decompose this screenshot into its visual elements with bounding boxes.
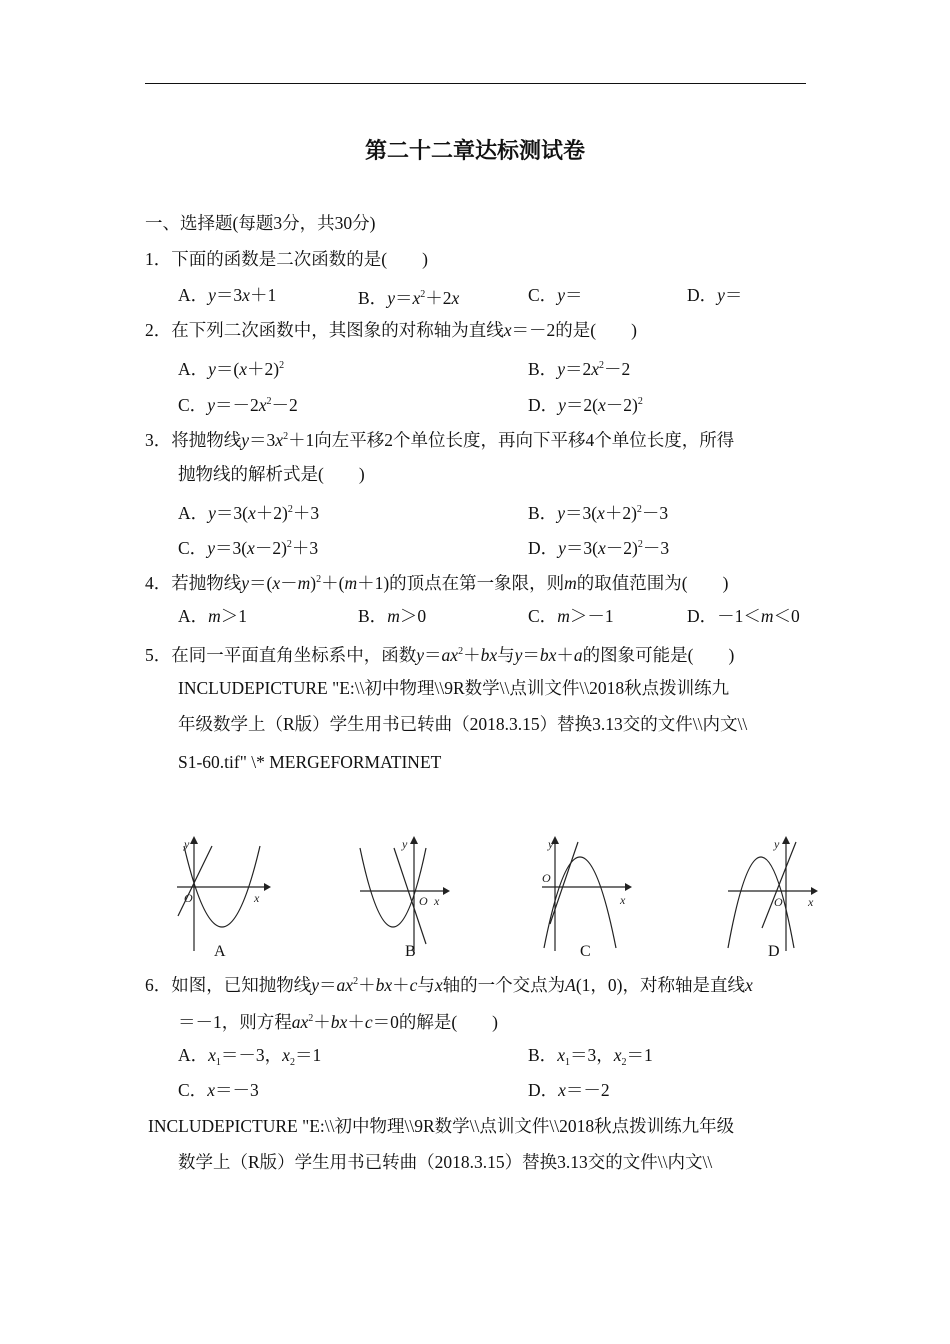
superscript: 2 — [279, 360, 285, 371]
text-run: 6．如图，已知抛物线 — [145, 975, 312, 995]
q4-option-a — [178, 605, 247, 627]
math-variable: m — [760, 606, 774, 626]
text-run: 年级数学上（R版）学生用书已转曲（2018.3.15）替换3.13交的文件\\内文\\ — [178, 714, 748, 734]
math-variable: x — [745, 975, 753, 995]
text-run: ＝－2的是( ) — [511, 320, 637, 340]
text-run: ＝1 — [626, 1045, 653, 1065]
math-variable: c — [409, 975, 418, 995]
math-variable: y — [208, 503, 216, 523]
q4-option-b — [358, 605, 426, 627]
text-run: ＞－1 — [569, 606, 614, 626]
math-variable: y — [208, 285, 216, 305]
subscript: 2 — [621, 1057, 627, 1068]
text-run: B． — [528, 359, 558, 379]
text-run: C． — [178, 538, 208, 558]
text-run: －2) — [605, 395, 638, 415]
graph-label-b: B — [405, 943, 416, 960]
arrow-icons — [782, 836, 818, 895]
text-run: ＝( — [215, 359, 240, 379]
q2-option-a — [178, 355, 284, 380]
math-variable: x — [272, 573, 281, 593]
text-run: ＋ — [556, 645, 574, 665]
superscript: 2 — [316, 574, 322, 585]
q6-option-a — [178, 1044, 321, 1074]
q3-option-b — [528, 499, 668, 524]
math-variable: y — [416, 645, 425, 665]
q4-option-d — [687, 605, 800, 627]
math-variable: x — [503, 320, 512, 340]
math-variable: y — [311, 975, 320, 995]
text-run: ＝2( — [565, 395, 598, 415]
q6-option-d — [528, 1079, 610, 1101]
text-run: ＋ — [347, 1012, 365, 1032]
math-variable: x — [598, 395, 606, 415]
math-variable: x — [591, 359, 599, 379]
math-variable: bx — [480, 645, 498, 665]
text-run: 抛物线的解析式是( ) — [178, 464, 365, 484]
line — [762, 842, 796, 928]
q3-option-d — [528, 534, 669, 559]
q2-option-c — [178, 391, 298, 416]
math-variable: ax — [291, 1012, 309, 1032]
text-run: D．－1＜ — [687, 606, 761, 626]
graph-c — [540, 836, 640, 956]
text-run: －2 — [271, 395, 298, 415]
math-variable: y — [387, 288, 395, 308]
text-run: A． — [178, 359, 209, 379]
q6-option-c — [178, 1079, 259, 1101]
q1-option-d — [687, 284, 742, 306]
text-run: B． — [528, 1045, 558, 1065]
math-variable: y — [717, 285, 725, 305]
x-label: x — [808, 895, 814, 909]
q3-stem-cont — [178, 463, 365, 485]
math-variable: x — [247, 538, 255, 558]
text-run: C． — [178, 395, 208, 415]
superscript: 2 — [458, 646, 464, 657]
superscript: 2 — [266, 396, 272, 407]
superscript: 2 — [637, 539, 643, 550]
q1-stem — [145, 248, 428, 270]
text-run: － — [280, 573, 298, 593]
text-run: －2) — [605, 538, 638, 558]
text-run: －3 — [642, 538, 670, 558]
text-run: ＜0 — [773, 606, 800, 626]
superscript: 2 — [637, 396, 643, 407]
text-run: ＝3( — [214, 538, 248, 558]
math-variable: m — [208, 606, 221, 626]
math-variable: c — [364, 1012, 373, 1032]
text-run: ＝2 — [564, 359, 592, 379]
subscript: 1 — [215, 1057, 221, 1068]
text-run: ＝－3， — [220, 1045, 283, 1065]
math-variable: x — [248, 503, 256, 523]
text-run: (1，0)，对称轴是直线 — [575, 975, 746, 995]
text-run: ＋2) — [255, 503, 288, 523]
text-run: ＝ — [424, 645, 442, 665]
graph-a — [172, 836, 272, 956]
graph-label-d: D — [768, 943, 780, 960]
y-label: y — [548, 837, 554, 851]
text-run: ＋2) — [604, 503, 637, 523]
math-variable: y — [241, 430, 250, 450]
text-run: ＝ — [319, 975, 337, 995]
text-run: ＋2 — [425, 288, 452, 308]
header-rule — [145, 83, 806, 84]
q4-option-c — [528, 605, 614, 627]
superscript: 2 — [353, 976, 359, 987]
graph-b — [358, 836, 458, 956]
text-run: 1．下面的函数是二次函数的是( ) — [145, 249, 428, 269]
text-run: ＋( — [321, 573, 345, 593]
line — [550, 842, 578, 924]
text-run: 数学上（R版）学生用书已转曲（2018.3.15）替换3.13交的文件\\内文\\ — [178, 1152, 713, 1172]
math-variable: y — [558, 395, 566, 415]
text-run: A． — [178, 606, 209, 626]
text-run: 与 — [417, 975, 435, 995]
q6-option-b — [528, 1044, 653, 1074]
math-variable: x — [451, 288, 460, 308]
text-run: －2) — [254, 538, 287, 558]
origin-label: O — [419, 894, 428, 908]
text-run: ＋1)的顶点在第一象限，则 — [357, 573, 565, 593]
text-run: ＝3， — [569, 1045, 614, 1065]
q3-option-c — [178, 534, 318, 559]
math-variable: m — [344, 573, 358, 593]
text-run: D． — [528, 538, 559, 558]
superscript: 2 — [599, 360, 604, 371]
arrow-icons — [551, 836, 632, 891]
math-variable: x — [258, 395, 267, 415]
superscript: 2 — [308, 1013, 314, 1024]
math-variable: x — [275, 430, 284, 450]
line — [178, 846, 212, 916]
text-run: ) — [310, 573, 317, 593]
text-run: ＝1 — [294, 1045, 322, 1065]
math-variable: x — [208, 1045, 216, 1065]
text-run: 4．若抛物线 — [145, 573, 242, 593]
text-run: 与 — [497, 645, 515, 665]
text-run: ＝－1，则方程 — [178, 1012, 292, 1032]
math-variable: x — [239, 359, 248, 379]
text-run: ＞1 — [220, 606, 248, 626]
text-run: －2 — [604, 359, 631, 379]
math-variable: x — [597, 503, 605, 523]
q1-option-a — [178, 284, 276, 306]
arrow-icons — [190, 836, 271, 891]
superscript: 2 — [283, 431, 289, 442]
text-run: 2．在下列二次函数中，其图象的对称轴为直线 — [145, 320, 504, 340]
text-run: A． — [178, 1045, 209, 1065]
text-run: ＋ — [313, 1012, 331, 1032]
text-run: ＝3( — [564, 503, 598, 523]
math-variable: y — [207, 538, 215, 558]
math-variable: y — [557, 359, 565, 379]
graph-label-a: A — [214, 943, 226, 960]
y-label: y — [184, 837, 190, 851]
text-run: ＝3 — [249, 430, 276, 450]
q1-option-b — [358, 284, 459, 309]
math-variable: bx — [539, 645, 557, 665]
text-run: ＝0的解是( ) — [372, 1012, 498, 1032]
math-variable: x — [242, 285, 250, 305]
text-run: INCLUDEPICTURE "E:\\初中物理\\9R数学\\点训文件\\2018秋点拨训练九 — [178, 678, 730, 698]
q5-stem — [145, 641, 734, 666]
math-variable: y — [558, 538, 566, 558]
math-variable: x — [613, 1045, 622, 1065]
text-run: ＝( — [249, 573, 273, 593]
arrow-icons — [410, 836, 450, 895]
q2-option-b — [528, 355, 630, 380]
text-run: C． — [528, 606, 558, 626]
text-run: ＝－3 — [214, 1080, 259, 1100]
text-run: ＞0 — [399, 606, 427, 626]
text-run: B． — [358, 288, 388, 308]
text-run: D． — [528, 1080, 559, 1100]
text-run: B． — [358, 606, 388, 626]
text-run: ＝－2 — [214, 395, 259, 415]
q6-include-field-cont — [178, 1151, 712, 1173]
q5-include-field-end — [178, 751, 441, 773]
math-variable: y — [557, 503, 565, 523]
math-variable: ax — [441, 645, 459, 665]
text-run: ＋3 — [292, 503, 320, 523]
math-variable: m — [387, 606, 400, 626]
text-run: D． — [687, 285, 718, 305]
text-run: ＋2) — [247, 359, 280, 379]
q4-stem — [145, 569, 728, 594]
text-run: ＝ — [564, 285, 583, 305]
math-variable: y — [514, 645, 523, 665]
math-variable: x — [207, 1080, 215, 1100]
math-variable: x — [558, 1080, 566, 1100]
origin-label: O — [184, 891, 193, 905]
math-variable: y — [207, 395, 215, 415]
math-variable: x — [412, 288, 421, 308]
superscript: 2 — [287, 504, 293, 515]
page-title: 第二十二章达标测试卷 — [364, 138, 585, 164]
q2-stem — [145, 319, 637, 341]
x-label: x — [254, 891, 260, 905]
math-variable: x — [557, 1045, 565, 1065]
graph-d — [726, 836, 826, 956]
text-run: ＝3 — [215, 285, 243, 305]
text-run: ＝ — [394, 288, 413, 308]
text-run: C． — [528, 285, 558, 305]
math-variable: a — [573, 645, 583, 665]
q6-stem-cont — [178, 1008, 498, 1033]
q6-stem — [145, 971, 753, 996]
text-run: ＝3( — [565, 538, 598, 558]
math-variable: m — [564, 573, 577, 593]
q1-option-c — [528, 284, 582, 306]
math-variable: bx — [375, 975, 393, 995]
superscript: 2 — [636, 504, 642, 515]
x-label: x — [620, 893, 626, 907]
superscript: 2 — [420, 289, 426, 300]
q5-include-field — [178, 677, 729, 699]
subscript: 1 — [564, 1057, 570, 1068]
math-variable: y — [208, 359, 216, 379]
origin-label: O — [542, 871, 551, 885]
text-run: B． — [528, 503, 558, 523]
text-run: ＋3 — [291, 538, 319, 558]
text-run: 5．在同一平面直角坐标系中，函数 — [145, 645, 417, 665]
math-variable: x — [282, 1045, 290, 1065]
superscript: 2 — [286, 539, 292, 550]
text-run: 轴的一个交点为 — [442, 975, 566, 995]
text-run: S1-60.tif" \* MERGEFORMATINET — [178, 752, 442, 772]
q6-include-field — [148, 1115, 734, 1137]
text-run: ＋ — [358, 975, 376, 995]
q2-option-d — [528, 391, 643, 416]
origin-label: O — [774, 895, 783, 909]
y-label: y — [774, 837, 780, 851]
y-label: y — [402, 837, 408, 851]
text-run: ＝3( — [215, 503, 248, 523]
text-run: ＝ — [724, 285, 743, 305]
x-label: x — [434, 894, 440, 908]
q3-option-a — [178, 499, 319, 524]
subscript: 2 — [289, 1057, 295, 1068]
text-run: ＋ — [463, 645, 481, 665]
math-variable: bx — [330, 1012, 348, 1032]
text-run: A． — [178, 503, 209, 523]
text-run: 3．将抛物线 — [145, 430, 242, 450]
text-run: ＝－2 — [565, 1080, 610, 1100]
math-variable: m — [297, 573, 311, 593]
q5-include-field-cont — [178, 713, 747, 735]
math-variable: x — [434, 975, 443, 995]
math-variable: A — [565, 975, 576, 995]
text-run: 的取值范围为( ) — [576, 573, 729, 593]
math-variable: ax — [336, 975, 354, 995]
q3-stem — [145, 426, 734, 451]
text-run: A． — [178, 285, 209, 305]
graph-label-c: C — [580, 943, 591, 960]
text-run: D． — [528, 395, 559, 415]
text-run: 的图象可能是( ) — [582, 645, 735, 665]
text-run: ＋ — [392, 975, 410, 995]
text-run: ＋1 — [249, 285, 277, 305]
text-run: －3 — [641, 503, 669, 523]
text-run: C． — [178, 1080, 208, 1100]
text-run: ＝ — [522, 645, 540, 665]
section-heading: 一、选择题(每题3分，共30分) — [145, 213, 376, 233]
math-variable: y — [241, 573, 250, 593]
math-variable: x — [598, 538, 606, 558]
math-variable: y — [557, 285, 565, 305]
text-run: INCLUDEPICTURE "E:\\初中物理\\9R数学\\点训文件\\2018秋点拨训练九年级 — [148, 1116, 735, 1136]
text-run: ＋1向左平移2个单位长度，再向下平移4个单位长度，所得 — [288, 430, 735, 450]
math-variable: m — [557, 606, 570, 626]
